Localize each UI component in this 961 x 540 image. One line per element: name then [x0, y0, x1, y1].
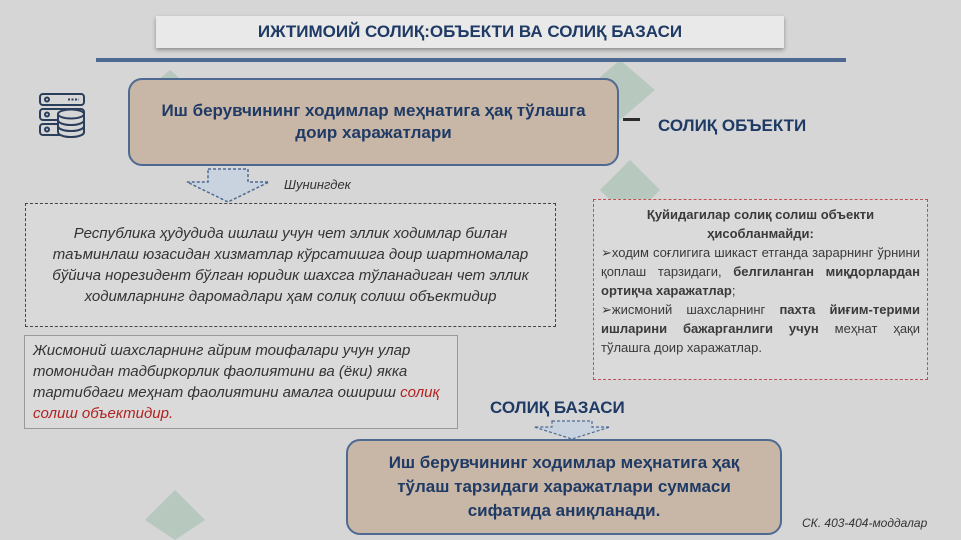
article-reference: СК. 403-404-моддалар: [802, 516, 928, 530]
nonresident-income-text: Республика ҳудудида ишлаш учун чет эллик ходимлар билан таъминлаш юзасидан хизматлар кўрсатишга доир шартномалар бўйича норезидент бўлган юридик шахсга тўланадиган чет эллик ходимларнинг даромадлари ҳам солиқ солиш объектидир: [52, 225, 529, 305]
down-arrow-icon: [530, 420, 614, 440]
exclusion-item: [601, 300, 920, 357]
exclusion-text: ходим соғлигига шикаст етганда зарарнинг ўрнини қоплаш тарзидаги,: [601, 245, 920, 279]
exclusions-box: [593, 199, 928, 380]
arrow-bullet-icon: ➢: [601, 302, 612, 317]
exclusion-item: [601, 243, 920, 300]
tax-object-box: Иш берувчининг ходимлар меҳнатига ҳақ тўлашга доир харажатлари: [128, 78, 619, 166]
down-arrow-icon: [183, 168, 273, 204]
dash-separator: [623, 118, 640, 121]
exclusion-text-end: меҳнат ҳақи тўлашга доир харажатлар.: [601, 321, 920, 355]
individuals-highlight: солиқ солиш объектидир: [33, 384, 440, 422]
tax-object-label: СОЛИҚ ОБЪЕКТИ: [658, 116, 807, 135]
tax-base-box: Иш берувчининг ходимлар меҳнатига ҳақ тўлаш тарзидаги харажатлари суммаси сифатида аниқланади.: [346, 439, 782, 535]
database-icon: [38, 92, 90, 140]
exclusion-text-end: ;: [731, 283, 736, 298]
title-underline: [96, 58, 846, 62]
tax-base-label: СОЛИҚ БАЗАСИ: [490, 398, 625, 417]
nonresident-income-box: [25, 203, 556, 327]
exclusions-heading: Қуйидагилар солиқ солиш объекти ҳисобланмайди:: [646, 207, 875, 241]
individuals-end: .: [168, 405, 174, 422]
exclusion-bold: пахта йиғим-терими ишларини бажарганлиги учун: [601, 302, 920, 336]
individuals-text: Жисмоний шахсларнинг айрим тоифалари учун улар томонидан тадбиркорлик фаолиятини ва (ёки) якка тартибдаги меҳнат фаолиятини амалга ошириш: [33, 342, 411, 401]
arrow-bullet-icon: ➢: [601, 245, 612, 260]
page-title: ИЖТИМОИЙ СОЛИҚ:ОБЪЕКТИ ВА СОЛИҚ БАЗАСИ: [156, 16, 784, 48]
exclusion-text: жисмоний шахсларнинг: [611, 302, 780, 317]
also-label: Шунингдек: [284, 177, 351, 192]
individuals-box: [24, 335, 458, 429]
exclusion-bold: белгиланган миқдорлардан ортиқча харажатлар: [601, 264, 920, 298]
